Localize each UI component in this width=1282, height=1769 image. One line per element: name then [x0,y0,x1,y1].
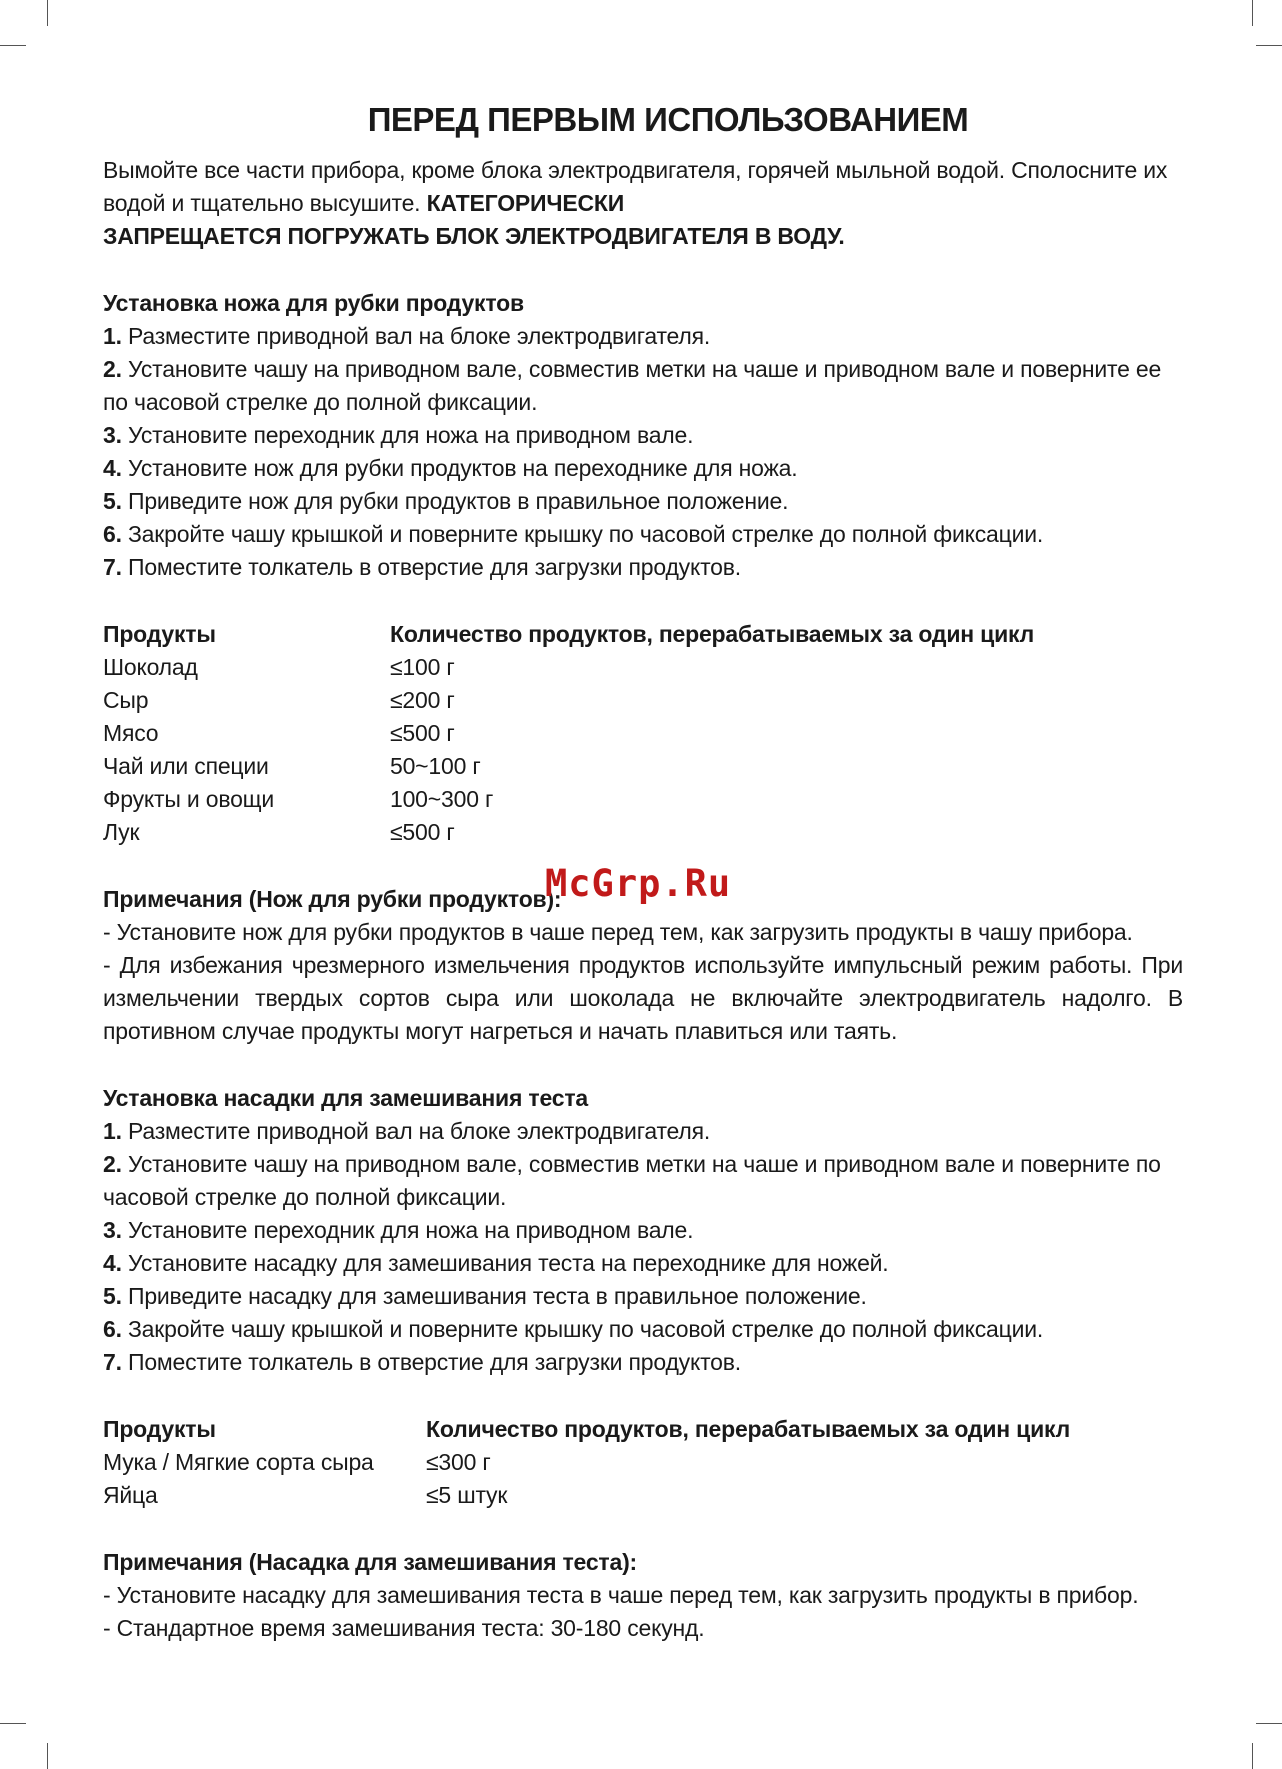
dough-steps [103,1115,1183,1379]
list-item: 7. Поместите толкатель в отверстие для загрузки продуктов. [103,554,741,580]
table-row: Фрукты и овощи 100~300 г [103,786,494,812]
list-item: 5. Приведите нож для рубки продуктов в правильное положение. [103,488,789,514]
list-item: 7. Поместите толкатель в отверстие для загрузки продуктов. [103,1349,741,1375]
list-item: 3. Установите переходник для ножа на приводном вале. [103,1217,694,1243]
crop-mark [1252,0,1253,26]
list-item: 2. Установите чашу на приводном вале, совместив метки на чаше и приводном вале и поверните ее по часовой стрелке до полной фиксации. [103,356,1162,415]
table-row: Яйца ≤5 штук [103,1482,508,1508]
warning-line-2: ЗАПРЕЩАЕТСЯ ПОГРУЖАТЬ БЛОК ЭЛЕКТРОДВИГАТЕЛЯ В ВОДУ. [103,223,845,249]
dough-section-title: Установка насадки для замешивания теста [103,1085,588,1111]
table-row: Сыр ≤200 г [103,687,455,713]
dough-notes-title: Примечания (Насадка для замешивания теста): [103,1549,638,1575]
table-row: Шоколад ≤100 г [103,654,455,680]
page-title: ПЕРЕД ПЕРВЫМ ИСПОЛЬЗОВАНИЕМ [367,101,969,138]
knife-note: - Установите нож для рубки продуктов в чаше перед тем, как загрузить продукты в чашу прибора. [103,919,1133,945]
list-item: 3. Установите переходник для ножа на приводном вале. [103,422,694,448]
watermark: McGrp.Ru [545,862,732,905]
list-item: 4. Установите насадку для замешивания теста на переходнике для ножей. [103,1250,889,1276]
crop-mark [0,45,26,46]
dough-note: - Установите насадку для замешивания теста в чаше перед тем, как загрузить продукты в прибор. [103,1582,1139,1608]
list-item: 6. Закройте чашу крышкой и поверните крышку по часовой стрелке до полной фиксации. [103,521,1044,547]
crop-mark [1256,1723,1282,1724]
table-header-row [103,618,1183,651]
list-item: 2. Установите чашу на приводном вале, совместив метки на чаше и приводном вале и поверните по часовой стрелке до полной фиксации. [103,1151,1161,1210]
knife-steps [103,320,1183,584]
knife-notes-title: Примечания (Нож для рубки продуктов): [103,886,562,912]
table-header-cell: Продукты [103,1416,216,1442]
table-header-cell: Количество продуктов, перерабатываемых за один цикл [390,621,1035,647]
intro-text: Вымойте все части прибора, кроме блока электродвигателя, горячей мыльной водой. Сполосните их водой и тщательно высушите. [103,157,1168,216]
table-row: Чай или специи 50~100 г [103,753,481,779]
list-item: 4. Установите нож для рубки продуктов на переходнике для ножа. [103,455,798,481]
intro-paragraph [103,154,1183,220]
dough-note: - Стандартное время замешивания теста: 30-180 секунд. [103,1615,705,1641]
knife-note: - Для избежания чрезмерного измельчения продуктов используйте импульсный режим работы. При измельчении твердых сортов сыра или шоколада не включайте электродвигатель надолго. В противном случае продукты могут нагреться и начать плавиться или таять. [103,952,1183,1044]
crop-mark [1252,1743,1253,1769]
warning-line-1: КАТЕГОРИЧЕСКИ [426,190,625,216]
list-item: 1. Разместите приводной вал на блоке электродвигателя. [103,1118,711,1144]
crop-mark [0,1723,26,1724]
crop-mark [47,1743,48,1769]
knife-products-table [103,618,1183,849]
table-header-row [103,1413,1183,1446]
knife-section-title: Установка ножа для рубки продуктов [103,290,524,316]
crop-mark [47,0,48,26]
list-item: 5. Приведите насадку для замешивания теста в правильное положение. [103,1283,867,1309]
dough-products-table [103,1413,1183,1512]
table-row: Мука / Мягкие сорта сыра ≤300 г [103,1449,491,1475]
table-row: Лук ≤500 г [103,819,455,845]
list-item: 6. Закройте чашу крышкой и поверните крышку по часовой стрелке до полной фиксации. [103,1316,1044,1342]
table-row: Мясо ≤500 г [103,720,455,746]
crop-mark [1256,45,1282,46]
table-header-cell: Продукты [103,621,216,647]
table-header-cell: Количество продуктов, перерабатываемых за один цикл [426,1416,1071,1442]
list-item: 1. Разместите приводной вал на блоке электродвигателя. [103,323,711,349]
